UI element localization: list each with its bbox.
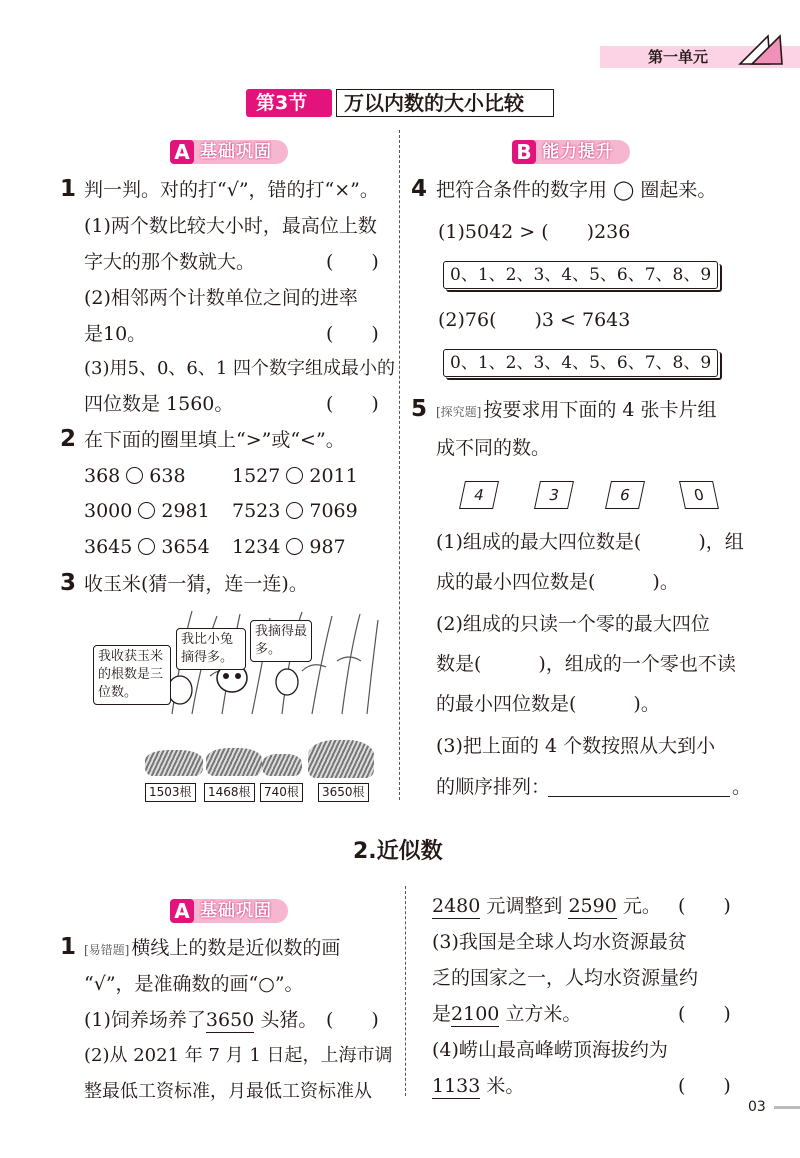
q5-line-3: (2)组成的只读一个零的最大四位	[436, 613, 710, 635]
q5-line-end: 。	[732, 776, 752, 798]
q1-number: 1	[60, 176, 77, 202]
q2-pair-5-a: 3645	[84, 536, 133, 558]
q2-pair-1-a: 368	[84, 465, 121, 487]
s2q1-item4-answer[interactable]: ( )	[678, 1075, 731, 1097]
q2-pair-6-b: 987	[309, 536, 346, 558]
q2-pair-6[interactable]	[232, 535, 346, 559]
s2q1-item1-num: 3650	[205, 1009, 255, 1031]
speech-bubble-left: 我收获玉米的根数是三位数。	[93, 645, 171, 705]
page-number-rule	[774, 1106, 800, 1109]
corn-label-4[interactable]: 3650根	[318, 783, 369, 802]
compare-circle[interactable]	[126, 467, 143, 484]
part-b-label: 能力提升	[542, 142, 614, 162]
s2q1-item1-post: 头猪。	[254, 1009, 318, 1031]
s2q1-item1	[84, 1008, 317, 1032]
corn-pile	[308, 740, 374, 778]
q4-item1: (1)5042 > ( )236	[438, 221, 631, 243]
q2-pair-3[interactable]	[84, 499, 210, 523]
s2q1-item4-line1: (4)崂山最高峰崂顶海拔约为	[432, 1039, 668, 1061]
q5-line-4: 数是( )，组成的一个零也不读	[436, 653, 736, 675]
s2q1-item2-line1: (2)从 2021 年 7 月 1 日起，上海市调	[84, 1045, 393, 1066]
compare-circle[interactable]	[286, 467, 303, 484]
section-title: 万以内数的大小比较	[344, 91, 524, 115]
compare-circle[interactable]	[286, 538, 303, 555]
compare-circle[interactable]	[138, 502, 155, 519]
number-card-0[interactable]: 0	[679, 481, 719, 509]
s2q1-number: 1	[60, 934, 77, 960]
s2q1-item4-post: 米。	[480, 1075, 525, 1097]
number-card-3[interactable]: 3	[534, 481, 574, 509]
q3-number: 3	[60, 570, 77, 596]
unit-corner-icon	[738, 34, 788, 66]
number-card-4[interactable]: 4	[459, 481, 499, 509]
s2q1-num-2590: 2590	[568, 895, 617, 917]
q4-digit-choices-2[interactable]: 0、1、2、3、4、5、6、7、8、9	[443, 349, 718, 377]
speech-bubble-mid: 我比小兔摘得多。	[176, 628, 246, 670]
section-badge: 第3节	[256, 92, 308, 114]
corn-pile	[262, 754, 302, 776]
section2-part-a-label: 基础巩固	[200, 901, 272, 921]
q3-text: 收玉米(猜一猜，连一连)。	[84, 573, 308, 595]
q1-item3-line1: (3)用5、0、6、1 四个数字组成最小的	[84, 358, 396, 379]
q4-text: 把符合条件的数字用 ◯ 圈起来。	[436, 179, 717, 201]
corn-pile	[206, 748, 262, 776]
corn-label-1[interactable]: 1503根	[145, 783, 196, 802]
q1-item1-line1: (1)两个数比较大小时，最高位上数	[84, 215, 377, 237]
q2-pair-5[interactable]	[84, 535, 210, 559]
s2q1-num-2480: 2480	[432, 895, 481, 917]
q2-pair-4-a: 7523	[232, 500, 281, 522]
q5-answer-line[interactable]	[548, 796, 730, 797]
q5-line-6: (3)把上面的 4 个数按照从大到小	[436, 735, 716, 757]
q5-text2: 成不同的数。	[436, 437, 551, 459]
s2q1-text	[84, 936, 340, 962]
q2-pair-2-a: 1527	[232, 465, 281, 487]
q2-pair-3-a: 3000	[84, 500, 133, 522]
section2-part-a-letter: A	[170, 899, 194, 923]
s2q1-item4-line2	[432, 1074, 524, 1098]
s2q1-item2-line2: 整最低工资标准，月最低工资标准从	[84, 1081, 372, 1102]
s2q1-item1-answer[interactable]: ( )	[326, 1009, 379, 1031]
q5-line-7: 的顺序排列：	[436, 776, 551, 798]
section2-divider	[405, 886, 406, 1096]
q5-text	[436, 398, 717, 424]
q1-item2-answer[interactable]: ( )	[326, 323, 379, 345]
q1-item2-line1: (2)相邻两个计数单位之间的进率	[84, 287, 358, 309]
compare-circle[interactable]	[138, 538, 155, 555]
q2-pair-5-b: 3654	[161, 536, 210, 558]
q2-pair-3-b: 2981	[161, 500, 210, 522]
corn-label-2[interactable]: 1468根	[204, 783, 255, 802]
q5-line-1: (1)组成的最大四位数是( )，组	[436, 531, 744, 553]
q5-text-main: 按要求用下面的 4 张卡片组	[483, 399, 717, 421]
compare-circle[interactable]	[286, 502, 303, 519]
corn-pile	[145, 750, 203, 776]
speech-bubble-right: 我摘得最多。	[250, 620, 312, 662]
s2q1-item3-pre: 是	[432, 1003, 452, 1025]
unit-label: 第一单元	[648, 48, 709, 66]
q4-item2: (2)76( )3 < 7643	[438, 309, 631, 331]
page-number: 03	[748, 1099, 766, 1115]
s2q1-text2: “√”，是准确数的画“○”。	[84, 973, 304, 995]
part-a-letter: A	[170, 140, 194, 164]
s2q1-item2-right	[432, 894, 661, 918]
q2-number: 2	[60, 426, 77, 452]
q5-tag: [探究题]	[436, 405, 482, 419]
q2-pair-1-b: 638	[149, 465, 186, 487]
q2-text: 在下面的圈里填上“>”或“<”。	[84, 429, 345, 451]
part-a-label: 基础巩固	[200, 142, 272, 162]
q2-pair-4-b: 7069	[309, 500, 358, 522]
section2-title: 2.近似数	[353, 839, 443, 864]
number-card-6[interactable]: 6	[605, 481, 645, 509]
s2q1-item4-num: 1133	[432, 1075, 481, 1097]
q1-item3-line2: 四位数是 1560。	[84, 393, 234, 415]
s2q1-item1-pre: (1)饲养场养了	[84, 1009, 206, 1031]
s2q1-text-main: 横线上的数是近似数的画	[131, 937, 341, 959]
column-divider	[399, 130, 400, 800]
s2q1-item3-post: 立方米。	[499, 1003, 582, 1025]
part-b-letter: B	[512, 140, 536, 164]
q1-item1-line2: 字大的那个数就大。	[84, 251, 256, 273]
q5-line-5: 的最小四位数是( )。	[436, 693, 660, 715]
q2-pair-1[interactable]	[84, 464, 186, 488]
q2-pair-2[interactable]	[232, 464, 358, 488]
s2q1-item3-num: 2100	[451, 1003, 500, 1025]
s2q1-item2-answer[interactable]: ( )	[678, 895, 731, 917]
q1-item3-answer[interactable]: ( )	[326, 393, 379, 415]
q5-line-2: 成的最小四位数是( )。	[436, 571, 679, 593]
q4-number: 4	[411, 176, 428, 202]
q4-digit-choices-1[interactable]: 0、1、2、3、4、5、6、7、8、9	[443, 261, 718, 289]
q1-item2-line2: 是10。	[84, 323, 147, 345]
q5-number: 5	[411, 396, 428, 422]
s2q1-item3-line3	[432, 1002, 581, 1026]
s2q1-item3-line2: 乏的国家之一，人均水资源量约	[432, 967, 699, 989]
s2q1-item3-answer[interactable]: ( )	[678, 1003, 731, 1025]
s2q1-right-end: 元。	[616, 895, 661, 917]
s2q1-item3-line1: (3)我国是全球人均水资源最贫	[432, 931, 687, 953]
q2-pair-4[interactable]	[232, 499, 358, 523]
corn-label-3[interactable]: 740根	[260, 783, 303, 802]
s2q1-right-mid: 元调整到	[480, 895, 569, 917]
q2-pair-6-a: 1234	[232, 536, 281, 558]
s2q1-tag: [易错题]	[84, 943, 130, 957]
q1-text: 判一判。对的打“√”，错的打“×”。	[84, 179, 379, 201]
q2-pair-2-b: 2011	[309, 465, 358, 487]
q1-item1-answer[interactable]: ( )	[326, 251, 379, 273]
